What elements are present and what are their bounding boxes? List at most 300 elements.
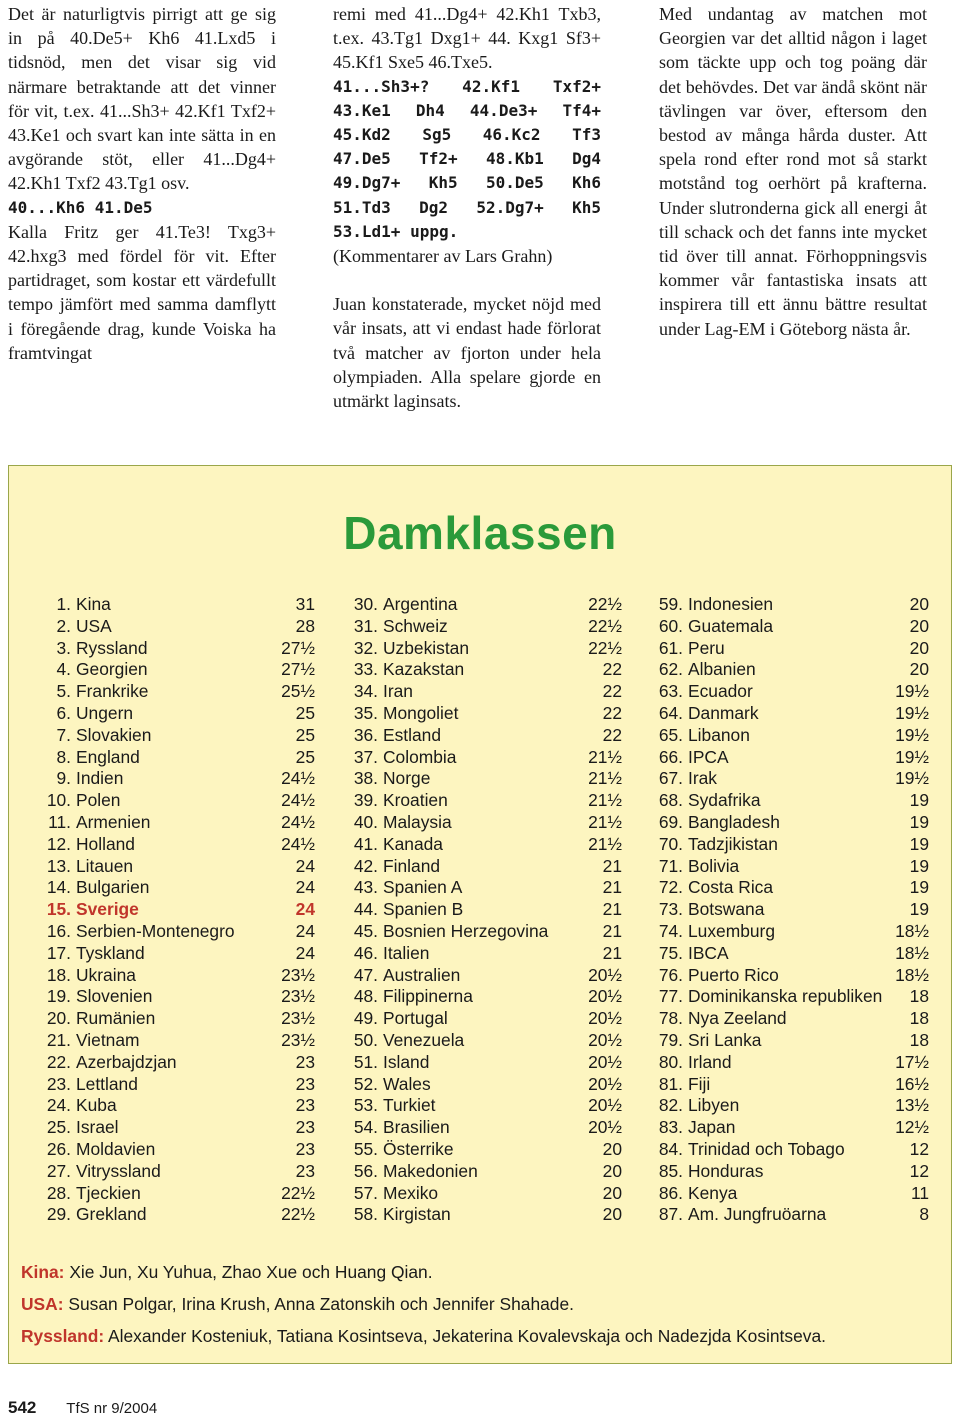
standings-row <box>19 877 315 899</box>
standings-row <box>631 638 929 660</box>
standings-row <box>326 768 622 790</box>
standing-team: Uzbekistan <box>383 637 470 658</box>
standing-points: 24 <box>295 899 315 920</box>
standing-team: Mongoliet <box>383 702 459 723</box>
standing-rank: 87. <box>658 1204 683 1225</box>
standings-column-1 <box>19 594 315 1226</box>
standing-team: Österrike <box>383 1138 454 1159</box>
page-number: 542 <box>8 1398 37 1417</box>
standing-team: Ryssland <box>76 637 148 658</box>
standing-team: Portugal <box>383 1008 448 1029</box>
team-rosters <box>21 1256 826 1352</box>
standing-rank: 54. <box>353 1117 378 1138</box>
standings-row <box>19 747 315 769</box>
paragraph-gap <box>333 268 601 292</box>
standing-points: 25 <box>295 746 315 767</box>
standing-rank: 16. <box>46 920 71 941</box>
standing-points: 27½ <box>281 659 315 680</box>
standing-team: Albanien <box>688 659 756 680</box>
standings-row <box>631 1030 929 1052</box>
standing-team: Vitryssland <box>76 1160 161 1181</box>
standing-rank: 34. <box>353 681 378 702</box>
standing-rank: 21. <box>46 1029 71 1050</box>
standing-team: Luxemburg <box>688 920 776 941</box>
standings-row <box>326 1052 622 1074</box>
standing-team: Moldavien <box>76 1138 156 1159</box>
standings-row <box>326 1095 622 1117</box>
standing-points: 20½ <box>588 1073 622 1094</box>
standing-team: Spanien A <box>383 877 463 898</box>
standing-team: Kenya <box>688 1182 738 1203</box>
standing-rank: 77. <box>658 986 683 1007</box>
standing-points: 18 <box>909 1008 929 1029</box>
standings-row <box>19 1139 315 1161</box>
standing-team: England <box>76 746 140 767</box>
standings-row <box>19 965 315 987</box>
standing-points: 21 <box>602 942 622 963</box>
team-label: Ryssland: <box>21 1326 105 1346</box>
standings-row <box>19 1074 315 1096</box>
standing-points: 24 <box>295 855 315 876</box>
standings-row <box>631 1183 929 1205</box>
standing-team: IPCA <box>688 746 729 767</box>
standing-rank: 49. <box>353 1008 378 1029</box>
standing-points: 23 <box>295 1051 315 1072</box>
standing-points: 20½ <box>588 1029 622 1050</box>
standing-rank: 63. <box>658 681 683 702</box>
standing-points: 12 <box>909 1160 929 1181</box>
standing-points: 19 <box>909 855 929 876</box>
standing-rank: 35. <box>353 702 378 723</box>
standing-points: 24½ <box>281 790 315 811</box>
standing-team: Azerbajdzjan <box>76 1051 177 1072</box>
standing-team: Estland <box>383 724 442 745</box>
standing-rank: 48. <box>353 986 378 1007</box>
standing-rank: 1. <box>56 594 71 614</box>
standing-rank: 39. <box>353 790 378 811</box>
paragraph: (Kommentarer av Lars Grahn) <box>333 246 553 267</box>
standing-points: 23 <box>295 1138 315 1159</box>
article-column-2 <box>333 2 601 413</box>
standing-rank: 74. <box>658 920 683 941</box>
standing-rank: 55. <box>353 1138 378 1159</box>
standing-team: Lettland <box>76 1073 138 1094</box>
standing-points: 17½ <box>895 1051 929 1072</box>
standing-points: 19 <box>909 899 929 920</box>
standing-rank: 40. <box>353 811 378 832</box>
standings-row <box>326 594 622 616</box>
standing-team: Bolivia <box>688 855 740 876</box>
standing-team: Libanon <box>688 724 750 745</box>
standing-points: 19½ <box>895 702 929 723</box>
standings-row <box>631 681 929 703</box>
standing-points: 21½ <box>588 790 622 811</box>
standing-points: 25½ <box>281 681 315 702</box>
standing-team: Kanada <box>383 833 443 854</box>
standing-team: Sydafrika <box>688 790 761 811</box>
standing-points: 13½ <box>895 1095 929 1116</box>
standings-row <box>326 877 622 899</box>
standing-points: 19 <box>909 833 929 854</box>
standings-row <box>326 1139 622 1161</box>
standing-team: Grekland <box>76 1204 147 1225</box>
standings-row <box>631 1008 929 1030</box>
standing-rank: 65. <box>658 724 683 745</box>
standing-team: Bosnien Herzegovina <box>383 920 549 941</box>
standing-team: Vietnam <box>76 1029 140 1050</box>
standings-row <box>19 1008 315 1030</box>
standing-team: Botswana <box>688 899 765 920</box>
standing-team: Bangladesh <box>688 811 780 832</box>
standings-row <box>19 768 315 790</box>
standings-row <box>631 834 929 856</box>
standing-team: Kuba <box>76 1095 117 1116</box>
standings-row <box>326 943 622 965</box>
team-label: Kina: <box>21 1262 65 1282</box>
standing-team: Bulgarien <box>76 877 150 898</box>
standings-row <box>19 834 315 856</box>
standing-team: Finland <box>383 855 441 876</box>
standing-team: Turkiet <box>383 1095 436 1116</box>
standing-rank: 3. <box>56 637 71 658</box>
standing-points: 22½ <box>588 637 622 658</box>
standing-rank: 60. <box>658 615 683 636</box>
standing-rank: 78. <box>658 1008 683 1029</box>
standing-rank: 79. <box>658 1029 683 1050</box>
standing-team: Nya Zeeland <box>688 1008 787 1029</box>
standing-rank: 62. <box>658 659 683 680</box>
standing-points: 12½ <box>895 1117 929 1138</box>
standing-points: 18 <box>909 986 929 1007</box>
standing-team: Norge <box>383 768 431 789</box>
standing-points: 31 <box>295 594 315 614</box>
standing-rank: 52. <box>353 1073 378 1094</box>
standing-team: Tjeckien <box>76 1182 141 1203</box>
standing-rank: 30. <box>353 594 378 614</box>
standings-row <box>326 1030 622 1052</box>
standings-box <box>8 465 952 1364</box>
standing-points: 24½ <box>281 811 315 832</box>
standing-team: IBCA <box>688 942 729 963</box>
standing-points: 19½ <box>895 681 929 702</box>
standings-row <box>631 1204 929 1226</box>
standing-rank: 84. <box>658 1138 683 1159</box>
standing-points: 20 <box>602 1160 622 1181</box>
standing-rank: 23. <box>46 1073 71 1094</box>
standing-rank: 4. <box>56 659 71 680</box>
chess-moves: 41...Sh3+? 42.Kf1 Txf2+ 43.Ke1 Dh4 44.De3+ Tf4+ 45.Kd2 Sg5 46.Kc2 Tf3 47.De5 Tf2+ 48.Kb1 Dg4 49.Dg7+ Kh5 50.De5 Kh6 51.Td3 Dg2 52.Dg7+ Kh5 53.Ld1+ uppg. <box>333 76 601 241</box>
standing-team: Spanien B <box>383 899 464 920</box>
standings-row <box>19 1183 315 1205</box>
standing-rank: 59. <box>658 594 683 614</box>
standing-rank: 2. <box>56 615 71 636</box>
standings-row <box>19 1117 315 1139</box>
standings-row <box>326 1204 622 1226</box>
standing-team: Am. Jungfruöarna <box>688 1204 827 1225</box>
standing-points: 20 <box>909 637 929 658</box>
standings-row <box>326 986 622 1008</box>
standings-row <box>19 725 315 747</box>
standing-team: Tadzjikistan <box>688 833 778 854</box>
standing-team: Israel <box>76 1117 119 1138</box>
standings-row <box>326 1117 622 1139</box>
standings-row <box>19 856 315 878</box>
standing-team: Slovenien <box>76 986 153 1007</box>
standing-rank: 37. <box>353 746 378 767</box>
standings-row <box>631 703 929 725</box>
standings-row <box>631 790 929 812</box>
standings-row <box>326 703 622 725</box>
standings-row <box>631 986 929 1008</box>
standing-points: 21½ <box>588 833 622 854</box>
standings-row <box>631 921 929 943</box>
standing-team: Costa Rica <box>688 877 774 898</box>
standing-rank: 27. <box>46 1160 71 1181</box>
standing-points: 12 <box>909 1138 929 1159</box>
standing-team: Puerto Rico <box>688 964 779 985</box>
standing-points: 24½ <box>281 768 315 789</box>
standings-row <box>326 638 622 660</box>
team-label: USA: <box>21 1294 64 1314</box>
standing-points: 18 <box>909 1029 929 1050</box>
standings-row <box>19 812 315 834</box>
standing-rank: 14. <box>46 877 71 898</box>
standing-team: Peru <box>688 637 725 658</box>
standing-team: Australien <box>383 964 461 985</box>
article-column-1 <box>8 2 276 365</box>
standings-column-3 <box>631 594 929 1226</box>
standing-team: Kroatien <box>383 790 448 811</box>
page-footer <box>8 1398 157 1418</box>
standing-team: Ungern <box>76 702 134 723</box>
standings-row <box>631 594 929 616</box>
standing-rank: 36. <box>353 724 378 745</box>
standings-row <box>631 747 929 769</box>
standings-row <box>631 1095 929 1117</box>
standing-rank: 38. <box>353 768 378 789</box>
standings-row <box>19 594 315 616</box>
standing-rank: 28. <box>46 1182 71 1203</box>
standings-row <box>19 1052 315 1074</box>
standing-team: Guatemala <box>688 615 774 636</box>
team-roster-line <box>21 1288 826 1320</box>
standing-points: 20½ <box>588 1117 622 1138</box>
standing-points: 20 <box>602 1138 622 1159</box>
standing-rank: 42. <box>353 855 378 876</box>
standing-points: 19½ <box>895 724 929 745</box>
standing-team: Ecuador <box>688 681 753 702</box>
standings-row <box>326 790 622 812</box>
standing-rank: 83. <box>658 1117 683 1138</box>
standing-team: Georgien <box>76 659 148 680</box>
standing-rank: 15. <box>46 899 71 920</box>
standing-points: 20½ <box>588 1008 622 1029</box>
standings-row <box>631 725 929 747</box>
standing-rank: 44. <box>353 899 378 920</box>
standing-rank: 25. <box>46 1117 71 1138</box>
standing-rank: 50. <box>353 1029 378 1050</box>
standings-row <box>19 703 315 725</box>
article-column-3 <box>659 2 927 341</box>
standing-rank: 56. <box>353 1160 378 1181</box>
standing-rank: 20. <box>46 1008 71 1029</box>
standing-points: 11 <box>910 1182 929 1203</box>
standing-points: 25 <box>295 724 315 745</box>
standing-points: 8 <box>919 1204 929 1225</box>
standing-rank: 67. <box>658 768 683 789</box>
standing-points: 20 <box>602 1182 622 1203</box>
standings-row <box>19 943 315 965</box>
standings-row <box>326 1161 622 1183</box>
standing-team: Malaysia <box>383 811 452 832</box>
standing-rank: 29. <box>46 1204 71 1225</box>
standing-rank: 8. <box>56 746 71 767</box>
standings-row <box>326 1074 622 1096</box>
standing-team: Sverige <box>76 899 139 920</box>
standing-team: Slovakien <box>76 724 152 745</box>
standing-team: Indien <box>76 768 124 789</box>
standing-points: 23 <box>295 1160 315 1181</box>
standing-points: 27½ <box>281 637 315 658</box>
standing-team: Danmark <box>688 702 759 723</box>
standings-row <box>326 812 622 834</box>
standing-team: Frankrike <box>76 681 149 702</box>
standing-rank: 19. <box>46 986 71 1007</box>
standing-points: 22½ <box>281 1182 315 1203</box>
standing-team: Ukraina <box>76 964 136 985</box>
paragraph: Kalla Fritz ger 41.Te3! Txg3+ 42.hxg3 med fördel för vit. Efter partidraget, som kostar ett värdefullt tempo jämfört med samma damflytt i föregående drag, kunde Voiska ha framtvingat <box>8 221 276 363</box>
standing-points: 20 <box>909 615 929 636</box>
standing-points: 22½ <box>588 594 622 614</box>
standing-points: 23 <box>295 1095 315 1116</box>
standing-team: Wales <box>383 1073 431 1094</box>
standing-rank: 64. <box>658 702 683 723</box>
standings-row <box>631 659 929 681</box>
standing-points: 20½ <box>588 1095 622 1116</box>
standing-points: 20½ <box>588 964 622 985</box>
paragraph: Det är naturligtvis pirrigt att ge sig in på 40.De5+ Kh6 41.Lxd5 i tidsnöd, men det visar sig vid närmare betraktande att det vinner för vit, t.ex. 41...Sh3+ 42.Kf1 Txf2+ 43.Ke1 och svart kan inte sätta in en avgörande stöt, eller 41...Dg4+ 42.Kh1 Txf2 43.Tg1 osv. <box>8 4 276 194</box>
standings-row <box>326 921 622 943</box>
standing-points: 23½ <box>281 986 315 1007</box>
standing-points: 20 <box>602 1204 622 1225</box>
standing-points: 19 <box>909 877 929 898</box>
standings-row <box>631 1052 929 1074</box>
standing-rank: 81. <box>658 1073 683 1094</box>
standings-row <box>631 856 929 878</box>
standing-rank: 68. <box>658 790 683 811</box>
standing-rank: 17. <box>46 942 71 963</box>
standings-row <box>326 659 622 681</box>
standing-team: Honduras <box>688 1160 764 1181</box>
standing-rank: 66. <box>658 746 683 767</box>
standing-points: 25 <box>295 702 315 723</box>
standings-row <box>326 834 622 856</box>
standing-points: 20½ <box>588 986 622 1007</box>
team-roster-line <box>21 1320 826 1352</box>
issue-label: TfS nr 9/2004 <box>66 1400 158 1417</box>
standing-points: 23 <box>295 1073 315 1094</box>
team-players: Xie Jun, Xu Yuhua, Zhao Xue och Huang Qian. <box>69 1262 433 1282</box>
standing-rank: 22. <box>46 1051 71 1072</box>
standing-team: Venezuela <box>383 1029 465 1050</box>
standing-points: 24 <box>295 877 315 898</box>
standings-row <box>19 616 315 638</box>
standing-rank: 53. <box>353 1095 378 1116</box>
standing-points: 20 <box>909 659 929 680</box>
standing-team: Japan <box>688 1117 736 1138</box>
standing-team: Filippinerna <box>383 986 473 1007</box>
standing-rank: 32. <box>353 637 378 658</box>
standing-points: 23½ <box>281 964 315 985</box>
standing-rank: 76. <box>658 964 683 985</box>
standing-points: 22 <box>602 659 622 680</box>
standings-row <box>631 1161 929 1183</box>
standings-row <box>631 877 929 899</box>
standing-rank: 57. <box>353 1182 378 1203</box>
standing-rank: 80. <box>658 1051 683 1072</box>
standing-team: Libyen <box>688 1095 740 1116</box>
standing-team: USA <box>76 615 112 636</box>
standing-points: 21½ <box>588 768 622 789</box>
standings-row <box>326 616 622 638</box>
standings-row <box>326 747 622 769</box>
standing-points: 24 <box>295 942 315 963</box>
standing-team: Holland <box>76 833 135 854</box>
standing-team: Kina <box>76 594 111 614</box>
standings-row <box>326 681 622 703</box>
standing-team: Mexiko <box>383 1182 439 1203</box>
standing-rank: 73. <box>658 899 683 920</box>
standing-rank: 13. <box>46 855 71 876</box>
standing-rank: 10. <box>46 790 71 811</box>
standing-team: Colombia <box>383 746 457 767</box>
standings-row <box>19 1030 315 1052</box>
standing-points: 16½ <box>895 1073 929 1094</box>
standings-row <box>631 812 929 834</box>
standing-team: Dominikanska republiken <box>688 986 883 1007</box>
standings-row <box>326 725 622 747</box>
standing-points: 22½ <box>281 1204 315 1225</box>
standing-points: 21 <box>602 855 622 876</box>
chess-moves: 40...Kh6 41.De5 <box>8 197 153 217</box>
standings-row <box>19 1095 315 1117</box>
standings-row <box>631 1074 929 1096</box>
standings-title: Damklassen <box>343 507 617 559</box>
standing-team: Kirgistan <box>383 1204 451 1225</box>
paragraph: Med undantag av matchen mot Georgien var det alltid någon i laget som täckte upp och tog poäng där det behövdes. Det var ändå skönt när tävlingen var över, eftersom den bestod av många hårda duster. Att spela rond efter rond mot så starkt motstånd tog oerhört på krafterna. Under slutronderna gick all energi åt till schack och det fanns inte mycket tid över till annat. Förhoppningsvis kommer vår fantastiska insats att inspirera till ett ännu bättre resultat under Lag-EM i Göteborg nästa år. <box>659 4 927 339</box>
standing-team: Irak <box>688 768 717 789</box>
standing-points: 18½ <box>895 964 929 985</box>
standing-rank: 9. <box>56 768 71 789</box>
standings-row <box>326 1183 622 1205</box>
standing-rank: 12. <box>46 833 71 854</box>
standing-rank: 58. <box>353 1204 378 1225</box>
standings-row <box>326 899 622 921</box>
standing-points: 21½ <box>588 811 622 832</box>
standing-rank: 86. <box>658 1182 683 1203</box>
standings-row <box>326 1008 622 1030</box>
standing-points: 22 <box>602 724 622 745</box>
standing-rank: 82. <box>658 1095 683 1116</box>
team-players: Susan Polgar, Irina Krush, Anna Zatonskih och Jennifer Shahade. <box>68 1294 574 1314</box>
team-players: Alexander Kosteniuk, Tatiana Kosintseva, Jekaterina Kovalevskaja och Nadezjda Kosintseva. <box>108 1326 826 1346</box>
standing-points: 20½ <box>588 1051 622 1072</box>
standings-row <box>326 965 622 987</box>
standing-rank: 33. <box>353 659 378 680</box>
standing-rank: 43. <box>353 877 378 898</box>
standing-rank: 47. <box>353 964 378 985</box>
standing-points: 23½ <box>281 1029 315 1050</box>
